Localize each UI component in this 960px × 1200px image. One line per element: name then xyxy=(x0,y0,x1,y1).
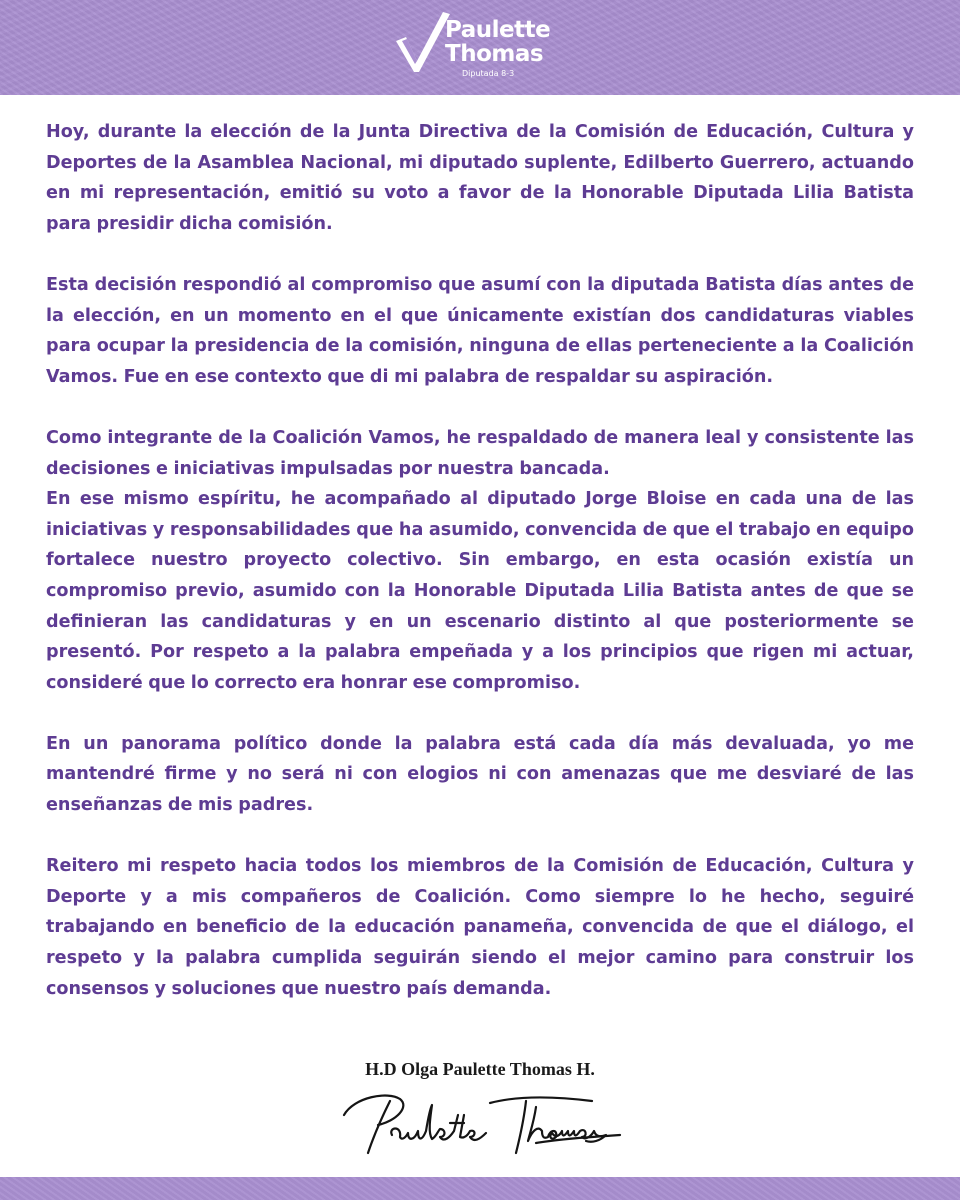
logo-first-name: Paulette xyxy=(445,17,551,43)
paragraph-3: Como integrante de la Coalición Vamos, he respaldado de manera leal y consistente las decisiones e iniciativas impulsadas por nuestra bancada. xyxy=(46,427,914,479)
logo xyxy=(393,8,573,78)
logo-last-name: Thomas xyxy=(445,41,544,67)
logo-subtitle: Diputada 8-3 xyxy=(462,69,515,78)
paragraph-1: Hoy, durante la elección de la Junta Directiva de la Comisión de Educación, Cultura y Deportes de la Asamblea Nacional, mi diputado suplente, Edilberto Guerrero, actuando en mi representación, emitió su voto a favor de la Honorable Diputada Lilia Batista para presidir dicha comisión. xyxy=(46,122,914,234)
paragraph-4: En ese mismo espíritu, he acompañado al diputado Jorge Bloise en cada una de las iniciativas y responsabilidades que ha asumido, convencida de que el trabajo en equipo fortalece nuestro proyecto colectivo. Sin embargo, en esta ocasión existía un compromiso previo, asumido con la Honorable Diputada Lilia Batista antes de que se definieran las candidaturas y en un escenario distinto al que posteriormente se presentó. Por respeto a la palabra empeñada y a los principios que rigen mi actuar, consideré que lo correcto era honrar ese compromiso. xyxy=(46,489,914,693)
check-mark-icon xyxy=(393,8,453,74)
paragraph-6: Reitero mi respeto hacia todos los miembros de la Comisión de Educación, Cultura y Deporte y a mis compañeros de Coalición. Como siempre lo he hecho, seguiré trabajando en beneficio de la educación panameña, convencida de que el diálogo, el respeto y la palabra cumplida seguirán siendo el mejor camino para construir los consensos y soluciones que nuestro país demanda. xyxy=(46,856,914,999)
paragraph-5: En un panorama político donde la palabra está cada día más devaluada, yo me mantendré firme y no será ni con elogios ni con amenazas que me desviaré de las enseñanzas de mis padres. xyxy=(46,733,914,816)
letter-body xyxy=(46,117,914,1004)
footer-banner xyxy=(0,1177,960,1200)
paragraph-2: Esta decisión respondió al compromiso que asumí con la diputada Batista días antes de la elección, en un momento en el que únicamente existían dos candidaturas viables para ocupar la presidencia de la comisión, ninguna de ellas perteneciente a la Coalición Vamos. Fue en ese contexto que di mi palabra de respaldar su aspiración. xyxy=(46,274,914,387)
handwritten-signature xyxy=(330,1085,630,1160)
signature-printed-name: H.D Olga Paulette Thomas H. xyxy=(365,1059,595,1079)
header-banner xyxy=(0,0,960,95)
